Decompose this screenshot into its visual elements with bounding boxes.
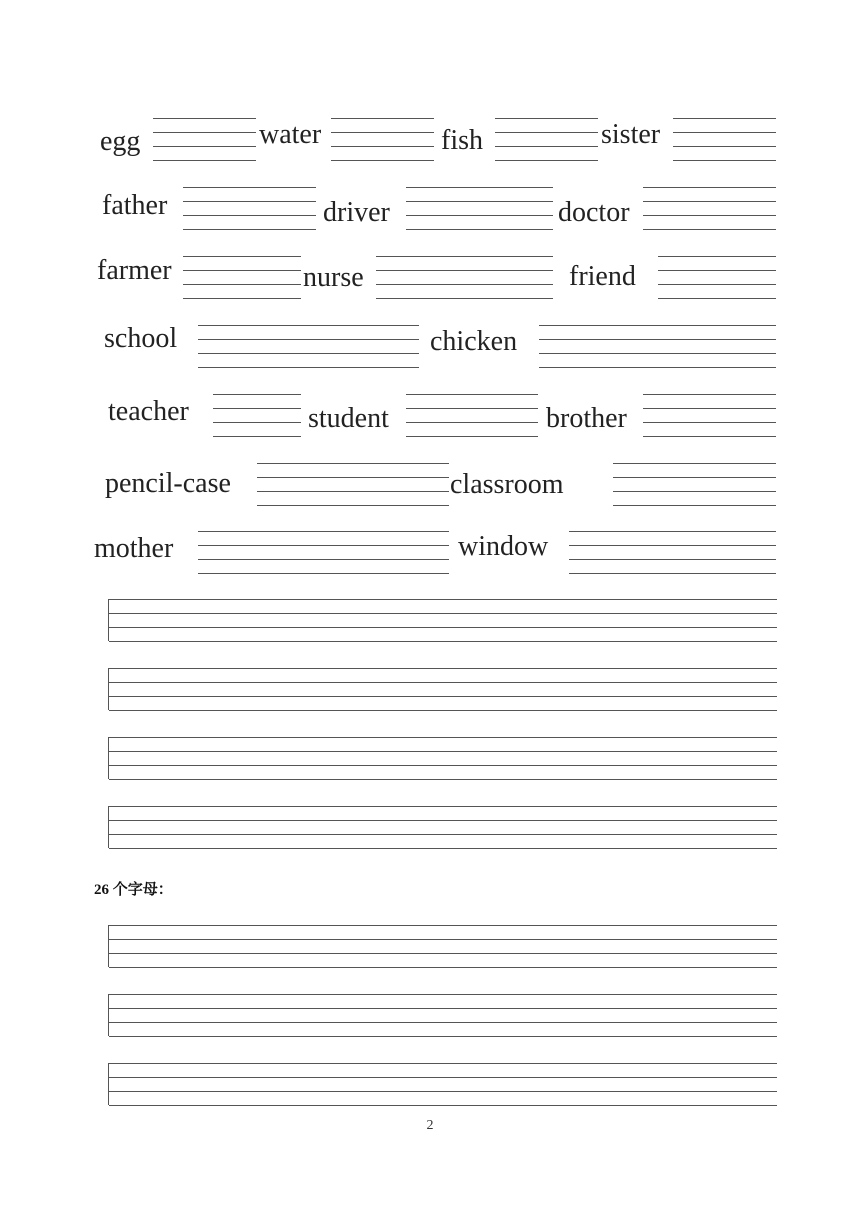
writing-lines[interactable] bbox=[613, 463, 776, 505]
practice-lines-wide[interactable] bbox=[108, 599, 777, 641]
word-egg: egg bbox=[100, 126, 141, 157]
word-student: student bbox=[308, 403, 389, 434]
page-number: 2 bbox=[426, 1118, 434, 1133]
word-farmer: farmer bbox=[97, 255, 172, 286]
practice-lines-wide[interactable] bbox=[108, 737, 777, 779]
writing-lines[interactable] bbox=[658, 256, 776, 298]
writing-lines[interactable] bbox=[331, 118, 434, 160]
word-classroom: classroom bbox=[450, 469, 564, 500]
writing-lines[interactable] bbox=[495, 118, 598, 160]
writing-lines[interactable] bbox=[643, 187, 776, 229]
section-heading: 26 个字母： bbox=[94, 882, 173, 898]
word-sister: sister bbox=[601, 119, 661, 150]
practice-lines-wide[interactable] bbox=[108, 806, 777, 848]
writing-lines[interactable] bbox=[569, 531, 776, 573]
writing-lines[interactable] bbox=[539, 325, 776, 367]
alphabet-practice-lines[interactable] bbox=[108, 994, 777, 1036]
alphabet-practice-lines[interactable] bbox=[108, 1063, 777, 1105]
writing-lines[interactable] bbox=[406, 394, 538, 436]
alphabet-practice-lines[interactable] bbox=[108, 925, 777, 967]
practice-lines-wide[interactable] bbox=[108, 668, 777, 710]
word-fish: fish bbox=[441, 125, 483, 156]
writing-lines[interactable] bbox=[198, 325, 419, 367]
word-driver: driver bbox=[323, 197, 390, 228]
writing-lines[interactable] bbox=[198, 531, 449, 573]
writing-lines[interactable] bbox=[643, 394, 776, 436]
writing-lines[interactable] bbox=[376, 256, 553, 298]
writing-lines[interactable] bbox=[406, 187, 553, 229]
writing-lines[interactable] bbox=[183, 187, 316, 229]
word-teacher: teacher bbox=[108, 396, 189, 427]
word-mother: mother bbox=[94, 533, 174, 564]
writing-lines[interactable] bbox=[153, 118, 256, 160]
writing-lines[interactable] bbox=[673, 118, 776, 160]
word-nurse: nurse bbox=[303, 262, 364, 293]
word-doctor: doctor bbox=[558, 197, 630, 228]
word-friend: friend bbox=[569, 261, 636, 292]
word-pencil-case: pencil-case bbox=[105, 468, 231, 499]
word-chicken: chicken bbox=[430, 326, 518, 357]
word-school: school bbox=[104, 323, 178, 354]
writing-lines[interactable] bbox=[213, 394, 301, 436]
word-window: window bbox=[458, 531, 549, 562]
word-father: father bbox=[102, 190, 168, 221]
writing-lines[interactable] bbox=[183, 256, 301, 298]
word-water: water bbox=[259, 119, 322, 150]
word-brother: brother bbox=[546, 403, 627, 434]
writing-lines[interactable] bbox=[257, 463, 449, 505]
